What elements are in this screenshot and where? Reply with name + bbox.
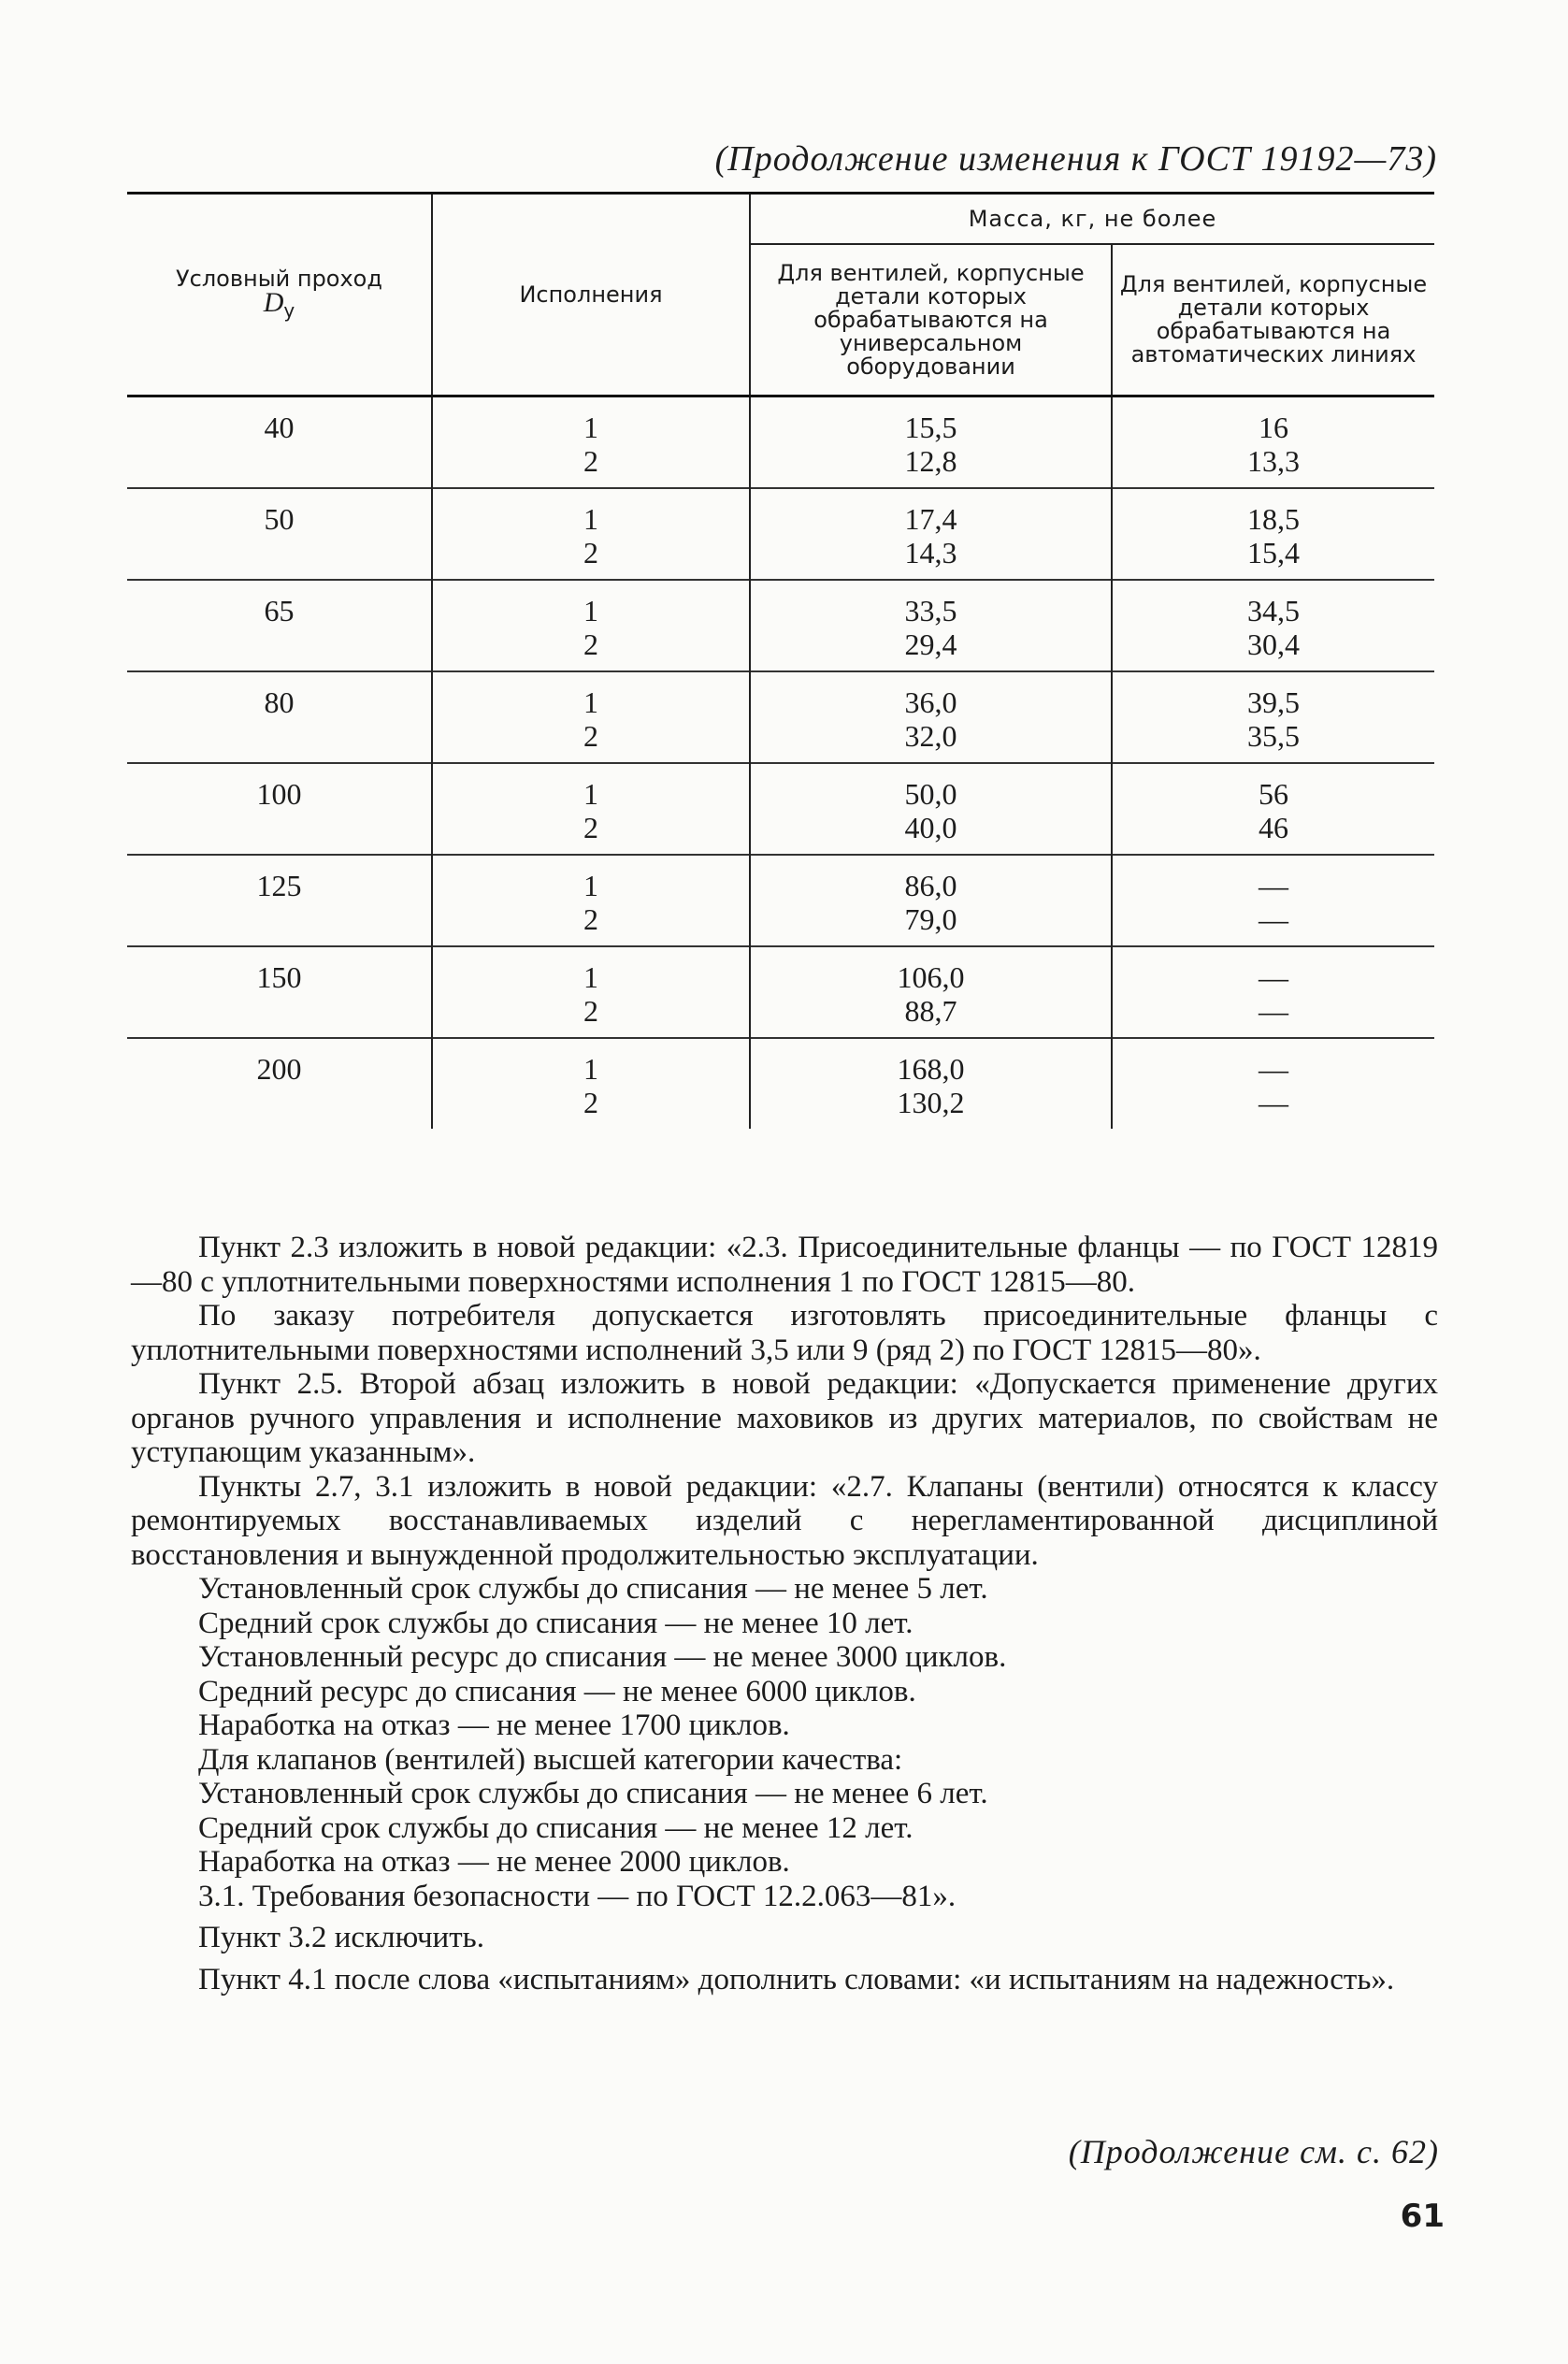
cell-version-value: 1 xyxy=(583,960,598,994)
cell-mass-universal-value: 29,4 xyxy=(904,627,957,661)
cell-mass-automatic-value: — xyxy=(1259,1052,1288,1086)
cell-version-value: 2 xyxy=(583,1086,598,1119)
table-row xyxy=(127,1038,1434,1129)
cell-version-value: 1 xyxy=(583,869,598,902)
cell-version-value: 2 xyxy=(583,444,598,478)
cell-version-value: 2 xyxy=(583,811,598,844)
cell-mass-universal-value: 33,5 xyxy=(904,594,957,627)
cell-mass-automatic-value: — xyxy=(1259,869,1288,902)
cell-nominal-bore xyxy=(127,1038,432,1129)
cell-mass-universal xyxy=(750,488,1112,580)
cell-mass-universal xyxy=(750,1038,1112,1129)
cell-mass-universal-value: 168,0 xyxy=(897,1052,965,1086)
paragraph: Наработка на отказ — не менее 1700 циклов. xyxy=(198,1708,790,1742)
cell-version-value: 2 xyxy=(583,902,598,936)
cell-mass-universal xyxy=(750,946,1112,1038)
cell-version-value: 1 xyxy=(583,777,598,811)
header-mass-group: Масса, кг, не более xyxy=(750,194,1434,245)
cell-version-value: 2 xyxy=(583,719,598,753)
cell-mass-automatic-value: — xyxy=(1259,902,1288,936)
cell-version xyxy=(432,855,750,946)
body-text xyxy=(131,1231,1438,1996)
cell-version-value: 2 xyxy=(583,627,598,661)
cell-version-value: 1 xyxy=(583,1052,598,1086)
cell-mass-universal-value: 40,0 xyxy=(904,811,957,844)
cell-mass-automatic xyxy=(1112,1038,1434,1129)
table-row xyxy=(127,946,1434,1038)
cell-version xyxy=(432,580,750,671)
cell-nominal-bore-value: 125 xyxy=(256,869,302,902)
header-nominal-bore xyxy=(127,194,432,396)
paragraph: Установленный срок службы до списания — не менее 6 лет. xyxy=(198,1777,988,1810)
paragraph: По заказу потребителя допускается изготовлять присоединительные фланцы с уплотнительными поверхностями исполнений 3,5 или 9 (ряд 2) по ГОСТ 12815—80». xyxy=(131,1299,1438,1367)
cell-mass-automatic-value: 39,5 xyxy=(1247,685,1300,719)
page-number: 61 xyxy=(1400,2198,1445,2235)
cell-mass-automatic-value: 56 xyxy=(1259,777,1288,811)
cell-mass-universal-value: 106,0 xyxy=(897,960,965,994)
cell-mass-universal xyxy=(750,763,1112,855)
cell-version-value: 1 xyxy=(583,594,598,627)
paragraph: 3.1. Требования безопасности — по ГОСТ 12.2.063—81». xyxy=(198,1879,957,1913)
cell-mass-automatic xyxy=(1112,488,1434,580)
paragraph: Наработка на отказ — не менее 2000 циклов. xyxy=(198,1845,790,1879)
cell-mass-universal-value: 32,0 xyxy=(904,719,957,753)
cell-mass-universal-value: 14,3 xyxy=(904,536,957,569)
header-universal-equipment: Для вентилей, корпусные детали которых обрабатываются на универсальном оборудовании xyxy=(750,244,1112,396)
paragraph: Средний срок службы до списания — не менее 10 лет. xyxy=(198,1606,913,1640)
cell-mass-universal-value: 50,0 xyxy=(904,777,957,811)
header-automatic-lines: Для вентилей, корпусные детали которых обрабатываются на автоматических линиях xyxy=(1112,244,1434,396)
cell-nominal-bore xyxy=(127,855,432,946)
paragraph: Пункт 2.3 изложить в новой редакции: «2.3. Присоединительные фланцы — по ГОСТ 12819—80 с уплотнительными поверхностями исполнения 1 по ГОСТ 12815—80. xyxy=(131,1231,1438,1299)
cell-mass-automatic-value: 18,5 xyxy=(1247,502,1300,536)
cell-nominal-bore xyxy=(127,580,432,671)
header-nominal-bore-label: Условный проход xyxy=(176,265,382,292)
cell-version-value: 1 xyxy=(583,502,598,536)
cell-nominal-bore-value: 40 xyxy=(264,411,295,444)
paragraph: Для клапанов (вентилей) высшей категории качества: xyxy=(198,1742,903,1777)
cell-nominal-bore-value: 80 xyxy=(264,685,295,719)
cell-mass-automatic-value: — xyxy=(1259,994,1288,1028)
table-row xyxy=(127,396,1434,489)
table-row xyxy=(127,488,1434,580)
paragraph: Пункты 2.7, 3.1 изложить в новой редакции: «2.7. Клапаны (вентили) относятся к классу ремонтируемых восстанавливаемых изделий с нерегламентированной дисциплиной восстановления и вынужденной продолжительностью эксплуатации. xyxy=(131,1469,1438,1572)
paragraph: Пункт 3.2 исключить. xyxy=(198,1921,484,1954)
paragraph: Средний срок службы до списания — не менее 12 лет. xyxy=(198,1810,913,1845)
cell-nominal-bore xyxy=(127,396,432,489)
cell-mass-automatic-value: — xyxy=(1259,960,1288,994)
cell-mass-automatic-value: 13,3 xyxy=(1247,444,1300,478)
cell-mass-universal-value: 86,0 xyxy=(904,869,957,902)
header-dy-subscript: у xyxy=(283,298,295,322)
cell-version-value: 1 xyxy=(583,685,598,719)
mass-table xyxy=(127,192,1434,1129)
cell-mass-automatic xyxy=(1112,946,1434,1038)
header-versions: Исполнения xyxy=(432,194,750,396)
paragraph: Пункт 4.1 после слова «испытаниям» дополнить словами: «и испытаниям на надежность». xyxy=(198,1962,1395,1996)
paragraph: Установленный срок службы до списания — не менее 5 лет. xyxy=(198,1572,988,1606)
cell-nominal-bore-value: 65 xyxy=(264,594,295,627)
cell-version-value: 2 xyxy=(583,536,598,569)
cell-mass-automatic-value: 30,4 xyxy=(1247,627,1300,661)
cell-version xyxy=(432,946,750,1038)
cell-mass-automatic xyxy=(1112,671,1434,763)
cell-mass-universal xyxy=(750,396,1112,489)
table-row xyxy=(127,671,1434,763)
cell-version-value: 2 xyxy=(583,994,598,1028)
cell-mass-universal-value: 130,2 xyxy=(897,1086,965,1119)
cell-mass-universal-value: 79,0 xyxy=(904,902,957,936)
cell-mass-universal-value: 12,8 xyxy=(904,444,957,478)
cell-nominal-bore xyxy=(127,763,432,855)
cell-mass-automatic xyxy=(1112,396,1434,489)
cell-mass-automatic xyxy=(1112,580,1434,671)
header-dy-symbol: D xyxy=(263,286,284,318)
cell-version xyxy=(432,671,750,763)
cell-mass-universal-value: 88,7 xyxy=(904,994,957,1028)
paragraph: Установленный ресурс до списания — не менее 3000 циклов. xyxy=(198,1640,1007,1674)
cell-version xyxy=(432,396,750,489)
paragraph: Средний ресурс до списания — не менее 6000 циклов. xyxy=(198,1674,916,1708)
cell-nominal-bore-value: 200 xyxy=(256,1052,302,1086)
cell-nominal-bore-value: 100 xyxy=(256,777,302,811)
cell-nominal-bore-value: 50 xyxy=(264,502,295,536)
cell-mass-automatic-value: 34,5 xyxy=(1247,594,1300,627)
cell-mass-universal xyxy=(750,580,1112,671)
cell-mass-automatic-value: — xyxy=(1259,1086,1288,1119)
page-header: (Продолжение изменения к ГОСТ 19192—73) xyxy=(714,139,1437,179)
cell-version xyxy=(432,488,750,580)
table-row xyxy=(127,855,1434,946)
cell-version xyxy=(432,763,750,855)
table-row xyxy=(127,580,1434,671)
cell-mass-automatic xyxy=(1112,855,1434,946)
cell-mass-universal-value: 17,4 xyxy=(904,502,957,536)
cell-mass-automatic-value: 15,4 xyxy=(1247,536,1300,569)
cell-nominal-bore xyxy=(127,946,432,1038)
cell-mass-automatic xyxy=(1112,763,1434,855)
cell-mass-universal-value: 36,0 xyxy=(904,685,957,719)
paragraph: Пункт 2.5. Второй абзац изложить в новой редакции: «Допускается применение других органов ручного управления и исполнение маховиков из других материалов, по свойствам не уступающим указанным». xyxy=(131,1367,1438,1469)
cell-version-value: 1 xyxy=(583,411,598,444)
continuation-note: (Продолжение см. с. 62) xyxy=(1068,2133,1439,2170)
cell-nominal-bore-value: 150 xyxy=(256,960,302,994)
cell-mass-automatic-value: 16 xyxy=(1259,411,1288,444)
cell-version xyxy=(432,1038,750,1129)
cell-mass-universal xyxy=(750,855,1112,946)
cell-mass-automatic-value: 35,5 xyxy=(1247,719,1300,753)
table-row xyxy=(127,763,1434,855)
cell-nominal-bore xyxy=(127,488,432,580)
cell-nominal-bore xyxy=(127,671,432,763)
cell-mass-universal-value: 15,5 xyxy=(904,411,957,444)
cell-mass-automatic-value: 46 xyxy=(1259,811,1288,844)
cell-mass-universal xyxy=(750,671,1112,763)
